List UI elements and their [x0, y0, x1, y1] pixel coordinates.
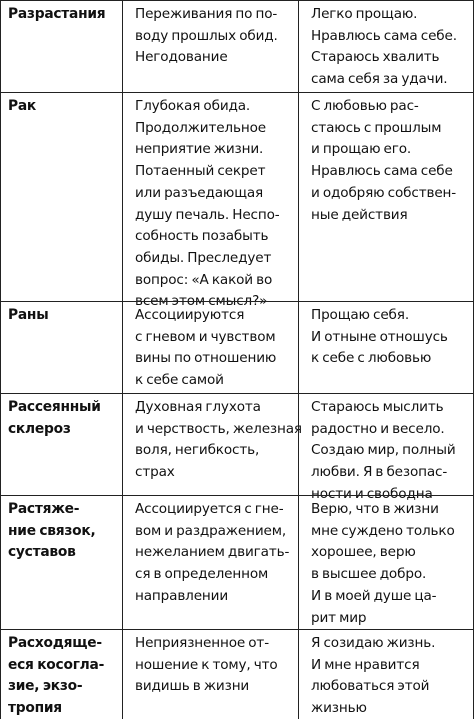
cause-line: вопрос: «А какой во [135, 271, 273, 288]
affirmation-line: И в моей душе ца- [311, 587, 437, 604]
term-text: Рак [8, 98, 37, 114]
term-cell [0, 393, 122, 495]
affirmation-line: Прощаю себя. [311, 307, 409, 323]
affirmation-cell [298, 301, 474, 393]
cause-cell [122, 92, 298, 310]
cause-line: вины по отношению [135, 350, 277, 367]
affirmation-line: и прощаю его. [311, 141, 412, 158]
table-row [0, 0, 474, 92]
term-text: суставов [8, 544, 76, 561]
affirmation-line: жизнью [311, 700, 367, 717]
cause-line: обиды. Преследует [135, 249, 272, 266]
cause-line: Негодование [135, 49, 228, 66]
affirmation-line: И отныне отношусь [311, 328, 448, 345]
cause-line: Неприязненное от- [135, 635, 269, 651]
affirmation-line: рит мир [311, 609, 367, 626]
cause-cell [122, 629, 298, 719]
cause-line: нежеланием двигать- [135, 544, 290, 561]
cause-cell [122, 393, 302, 495]
cause-line: и черствость, железная [135, 420, 302, 437]
cause-line: или разъедающая [135, 184, 264, 201]
cause-cell [122, 301, 298, 393]
term-text: тропия [8, 700, 62, 717]
cause-line: с гневом и чувством [135, 328, 276, 345]
cause-line: Ассоциируются [135, 307, 245, 323]
affirmation-line: Легко прощаю. [311, 6, 418, 22]
affirmation-line: и одобряю собствен- [311, 184, 457, 201]
term-text: Рассеянный [8, 399, 101, 415]
cause-line: Глубокая обида. [135, 98, 251, 114]
table-row [0, 92, 474, 310]
term-cell [0, 495, 122, 629]
term-text: Раны [8, 307, 49, 323]
term-text: Расходяще- [8, 635, 102, 651]
affirmation-line: Стараюсь мыслить [311, 399, 444, 415]
term-text: еся косогла- [8, 656, 105, 673]
affirmation-line: радостно и весело. [311, 420, 445, 437]
cause-line: воля, негибкость, [135, 442, 260, 459]
cause-line: неприятие жизни. [135, 141, 264, 158]
cause-line: ся в определенном [135, 566, 269, 583]
affirmation-line: хорошее, верю [311, 544, 416, 561]
cause-line: направлении [135, 587, 229, 604]
affirmation-line: И мне нравится [311, 656, 420, 673]
affirmation-line: Стараюсь хвалить [311, 49, 440, 66]
term-text: ние связок, [8, 522, 96, 539]
affirmation-line: ные действия [311, 206, 408, 223]
affirmation-cell [298, 92, 474, 301]
term-cell [0, 92, 122, 301]
cause-cell [122, 0, 298, 92]
affirmation-line: стаюсь с прошлым [311, 119, 442, 136]
affirmation-cell [298, 393, 474, 502]
affirmation-cell [298, 0, 474, 92]
cause-line: Переживания по по- [135, 6, 278, 22]
affirmation-line: мне суждено только [311, 522, 455, 539]
affirmation-line: в высшее добро. [311, 566, 427, 583]
affirmation-line: Верю, что в жизни [311, 501, 439, 517]
affirmation-line: ности и свободна [311, 485, 433, 502]
cause-line: вом и раздражением, [135, 522, 287, 539]
cause-line: ношение к тому, что [135, 656, 278, 673]
cause-line: страх [135, 464, 175, 481]
cause-line: собность позабыть [135, 228, 269, 245]
term-cell [0, 629, 122, 719]
cause-line: всем этом смысл?» [135, 293, 268, 310]
table-row [0, 495, 474, 629]
term-text: Растяже- [8, 501, 80, 517]
cause-line: видишь в жизни [135, 678, 250, 695]
cause-line: воду прошлых обид. [135, 27, 278, 44]
table-row [0, 301, 474, 393]
affirmation-line: к себе с любовью [311, 350, 432, 367]
affirmation-cell [298, 495, 474, 629]
affirmation-line: любви. Я в безопас- [311, 464, 448, 481]
affirmation-line: любоваться этой [311, 678, 430, 695]
cause-line: душу печаль. Неспо- [135, 206, 280, 223]
affirmation-line: С любовью рас- [311, 98, 419, 114]
cause-line: Ассоциируется с гне- [135, 501, 284, 517]
cause-line: Духовная глухота [135, 399, 261, 415]
cause-line: Потаенный секрет [135, 163, 266, 180]
affirmation-line: Нравлюсь сама себе. [311, 27, 457, 44]
affirmation-line: Создаю мир, полный [311, 442, 456, 459]
affirmation-line: Нравлюсь сама себе [311, 163, 453, 180]
affirmation-line: сама себя за удачи. [311, 71, 448, 88]
term-text: склероз [8, 420, 71, 437]
cause-cell [122, 495, 298, 629]
table-row [0, 393, 474, 502]
term-cell [0, 0, 122, 92]
cause-line: к себе самой [135, 372, 224, 389]
cause-line: Продолжительное [135, 119, 266, 136]
affirmation-cell [298, 629, 474, 719]
table-row [0, 629, 474, 719]
term-text: зие, экзо- [8, 678, 83, 695]
term-cell [0, 301, 122, 393]
affirmation-line: Я созидаю жизнь. [311, 635, 436, 651]
term-text: Разрастания [8, 6, 106, 22]
